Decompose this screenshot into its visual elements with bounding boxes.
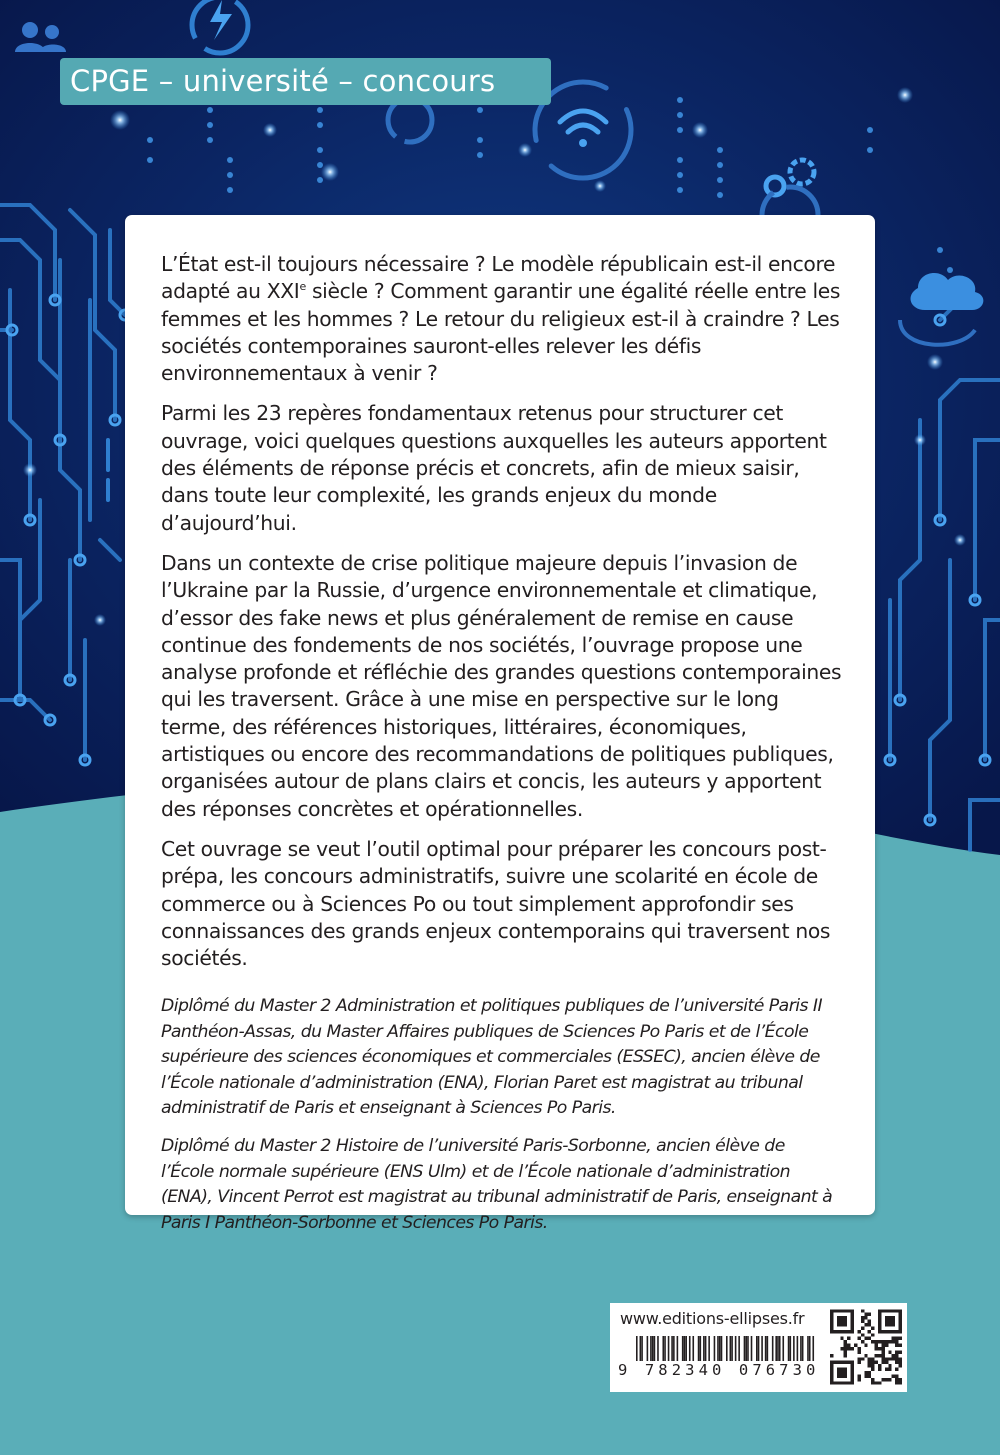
qr-module xyxy=(871,1364,874,1367)
purpose-paragraph: Cet ouvrage se veut l’outil optimal pour préparer les concours post-prépa, les concours administratifs, suivre une scolarité en école de commerce ou à Sciences Po ou tout simplement approfondir ses connaissances des grands enjeux contemporains qui traversent nos sociétés. xyxy=(161,836,831,971)
qr-module xyxy=(895,1354,898,1357)
qr-module xyxy=(864,1323,867,1326)
qr-module xyxy=(871,1381,874,1384)
qr-module xyxy=(864,1344,867,1347)
qr-module xyxy=(864,1371,867,1374)
intro-questions-paragraph: L’État est-il toujours nécessaire ? Le modèle républicain est-il encore adapté au XXIe siècle ? Comment garantir une égalité réelle entre les femmes et les hommes ? Le retour du religieux est-il à craindre ? Les sociétés contemporaines sauront-elles relever les défis environnementaux à venir ? xyxy=(161,252,841,386)
qr-module xyxy=(847,1337,850,1340)
qr-module xyxy=(881,1354,884,1357)
qr-module xyxy=(875,1381,878,1384)
qr-module xyxy=(878,1354,881,1357)
qr-module xyxy=(871,1378,874,1381)
qr-module xyxy=(892,1357,895,1360)
qr-module xyxy=(899,1344,902,1347)
qr-module xyxy=(885,1316,895,1326)
qr-module xyxy=(857,1361,860,1364)
qr-module xyxy=(857,1350,860,1353)
qr-module xyxy=(868,1374,871,1377)
qr-module xyxy=(881,1350,884,1353)
qr-module xyxy=(847,1347,850,1350)
qr-module xyxy=(888,1364,891,1367)
qr-module xyxy=(868,1364,871,1367)
qr-module xyxy=(857,1378,860,1381)
qr-module xyxy=(885,1340,888,1343)
author-bio-florian-paret: Diplômé du Master 2 Administration et politiques publiques de l’université Paris II Panthéon-Assas, du Master Affaires publiques de Sciences Po Paris et de l’École supérieure des sciences économiques et commerciales (ESSEC), ancien élève de l’École nationale d’administration (ENA), Florian Paret est magistrat au tribunal administratif de Paris et enseignant à Sciences Po Paris. xyxy=(161,996,823,1119)
qr-module xyxy=(881,1340,884,1343)
qr-module xyxy=(885,1344,888,1347)
qr-module xyxy=(830,1354,833,1357)
qr-module xyxy=(899,1378,902,1381)
qr-module xyxy=(878,1347,881,1350)
qr-module xyxy=(878,1340,881,1343)
qr-module xyxy=(861,1316,864,1319)
qr-module xyxy=(881,1344,884,1347)
qr-module xyxy=(830,1330,854,1333)
qr-module xyxy=(888,1340,891,1343)
qr-module xyxy=(871,1326,874,1329)
qr-module xyxy=(888,1350,891,1353)
qr-module xyxy=(830,1361,833,1385)
qr-module xyxy=(844,1350,847,1353)
qr-module xyxy=(851,1361,854,1385)
qr-module xyxy=(864,1316,867,1319)
qr-module xyxy=(892,1337,895,1340)
qr-module xyxy=(881,1357,884,1360)
qr-module xyxy=(899,1309,902,1333)
qr-module xyxy=(840,1347,843,1350)
qr-module xyxy=(854,1344,857,1347)
qr-module xyxy=(875,1354,878,1357)
qr-module xyxy=(868,1361,871,1364)
qr-module xyxy=(868,1357,871,1360)
qr-module xyxy=(878,1309,902,1312)
qr-module xyxy=(847,1344,850,1347)
qr-module xyxy=(871,1340,874,1343)
qr-module xyxy=(844,1344,847,1347)
qr-module xyxy=(875,1361,878,1364)
qr-module xyxy=(885,1368,888,1371)
qr-module xyxy=(864,1354,867,1357)
qr-module xyxy=(830,1381,854,1384)
qr-module xyxy=(861,1309,864,1312)
qr-module xyxy=(892,1354,895,1357)
qr-module xyxy=(857,1330,860,1333)
qr-module xyxy=(888,1378,891,1381)
qr-module xyxy=(864,1313,867,1316)
qr-module xyxy=(868,1371,871,1374)
qr-module xyxy=(857,1357,860,1360)
qr-module xyxy=(830,1309,854,1312)
barcode-panel xyxy=(610,1303,907,1392)
qr-module xyxy=(864,1337,867,1340)
qr-module xyxy=(892,1374,895,1377)
qr-module xyxy=(878,1364,881,1367)
qr-module xyxy=(895,1357,898,1360)
qr-module xyxy=(868,1313,871,1316)
qr-module xyxy=(857,1347,860,1350)
qr-module xyxy=(888,1357,891,1360)
qr-module xyxy=(878,1309,881,1333)
context-paragraph: Dans un contexte de crise politique majeure depuis l’invasion de l’Ukraine par la Russie, d’urgence environnementale et climatique, d’essor des fake news et plus généralement de remise en cause continue des fondements de nos sociétés, l’ouvrage propose une analyse profonde et réfléchie des grandes questions contemporaines qui les traversent. Grâce à une mise en perspective sur le long terme, des références historiques, littéraires, économiques, artistiques ou encore des recommandations de politiques publiques, organisées autour de plans clairs et concis, les auteurs y apportent des réponses concrètes et opérationnelles. xyxy=(161,550,842,821)
qr-module xyxy=(881,1378,884,1381)
qr-module xyxy=(885,1361,888,1364)
qr-module xyxy=(875,1340,878,1343)
qr-module xyxy=(868,1320,871,1323)
qr-module xyxy=(899,1361,902,1364)
isbn-digits: 9 782340 076730 xyxy=(618,1361,820,1379)
qr-module xyxy=(871,1361,874,1364)
qr-module xyxy=(895,1378,898,1381)
qr-module xyxy=(881,1347,884,1350)
qr-module xyxy=(844,1340,847,1343)
qr-module xyxy=(837,1316,847,1326)
qr-module xyxy=(899,1364,902,1367)
author-bio-vincent-perrot: Diplômé du Master 2 Histoire de l’université Paris-Sorbonne, ancien élève de l’École normale supérieure (ENS Ulm) et de l’École nationale d’administration (ENA), Vincent Perrot est magistrat au tribunal administratif de Paris, enseignant à Paris I Panthéon-Sorbonne et Sciences Po Paris. xyxy=(161,1136,833,1233)
publisher-website[interactable]: www.editions-ellipses.fr xyxy=(620,1309,805,1328)
qr-module xyxy=(871,1368,874,1371)
series-tagline: CPGE – université – concours xyxy=(60,58,551,105)
back-cover-text-card xyxy=(125,215,875,1233)
qr-module xyxy=(895,1350,898,1353)
qr-module xyxy=(895,1374,898,1377)
qr-module xyxy=(899,1337,902,1340)
qr-module xyxy=(885,1357,888,1360)
qr-module xyxy=(899,1357,902,1360)
qr-module xyxy=(844,1354,847,1357)
qr-module xyxy=(868,1330,871,1333)
qr-module xyxy=(895,1337,898,1340)
qr-module xyxy=(878,1330,902,1333)
qr-module xyxy=(899,1381,902,1384)
qr-module xyxy=(875,1347,878,1350)
qr-module xyxy=(895,1344,898,1347)
qr-module xyxy=(840,1337,843,1340)
qr-module xyxy=(861,1340,864,1343)
qr-module xyxy=(875,1344,878,1347)
qr-module xyxy=(881,1361,884,1364)
qr-module xyxy=(857,1374,860,1377)
qr-module xyxy=(868,1323,871,1326)
qr-module xyxy=(895,1361,898,1364)
qr-module xyxy=(861,1326,864,1329)
qr-module xyxy=(868,1337,871,1340)
qr-module xyxy=(895,1381,898,1384)
qr-module xyxy=(871,1333,874,1336)
qr-module xyxy=(830,1361,854,1364)
qr-module xyxy=(861,1320,864,1323)
qr-module xyxy=(837,1368,847,1378)
qr-module xyxy=(885,1378,888,1381)
qr-module xyxy=(895,1368,898,1371)
qr-module xyxy=(878,1381,881,1384)
qr-module xyxy=(864,1374,867,1377)
qr-module xyxy=(895,1340,898,1343)
qr-code-icon xyxy=(830,1309,902,1385)
qr-module xyxy=(888,1368,891,1371)
book-structure-paragraph: Parmi les 23 repères fondamentaux retenus pour structurer cet ouvrage, voici quelques questions auxquelles les auteurs apportent des éléments de réponse précis et concrets, afin de mieux saisir, dans toute leur complexité, les grands enjeux du monde d’aujourd’hui. xyxy=(161,401,827,535)
qr-module xyxy=(844,1347,847,1350)
qr-module xyxy=(851,1347,854,1350)
qr-module xyxy=(851,1309,854,1333)
qr-module xyxy=(861,1333,864,1336)
qr-module xyxy=(899,1350,902,1353)
qr-module xyxy=(871,1357,874,1360)
qr-module xyxy=(861,1357,864,1360)
qr-module xyxy=(830,1309,833,1333)
qr-module xyxy=(857,1337,860,1340)
qr-module xyxy=(892,1340,895,1343)
qr-module xyxy=(878,1368,881,1371)
